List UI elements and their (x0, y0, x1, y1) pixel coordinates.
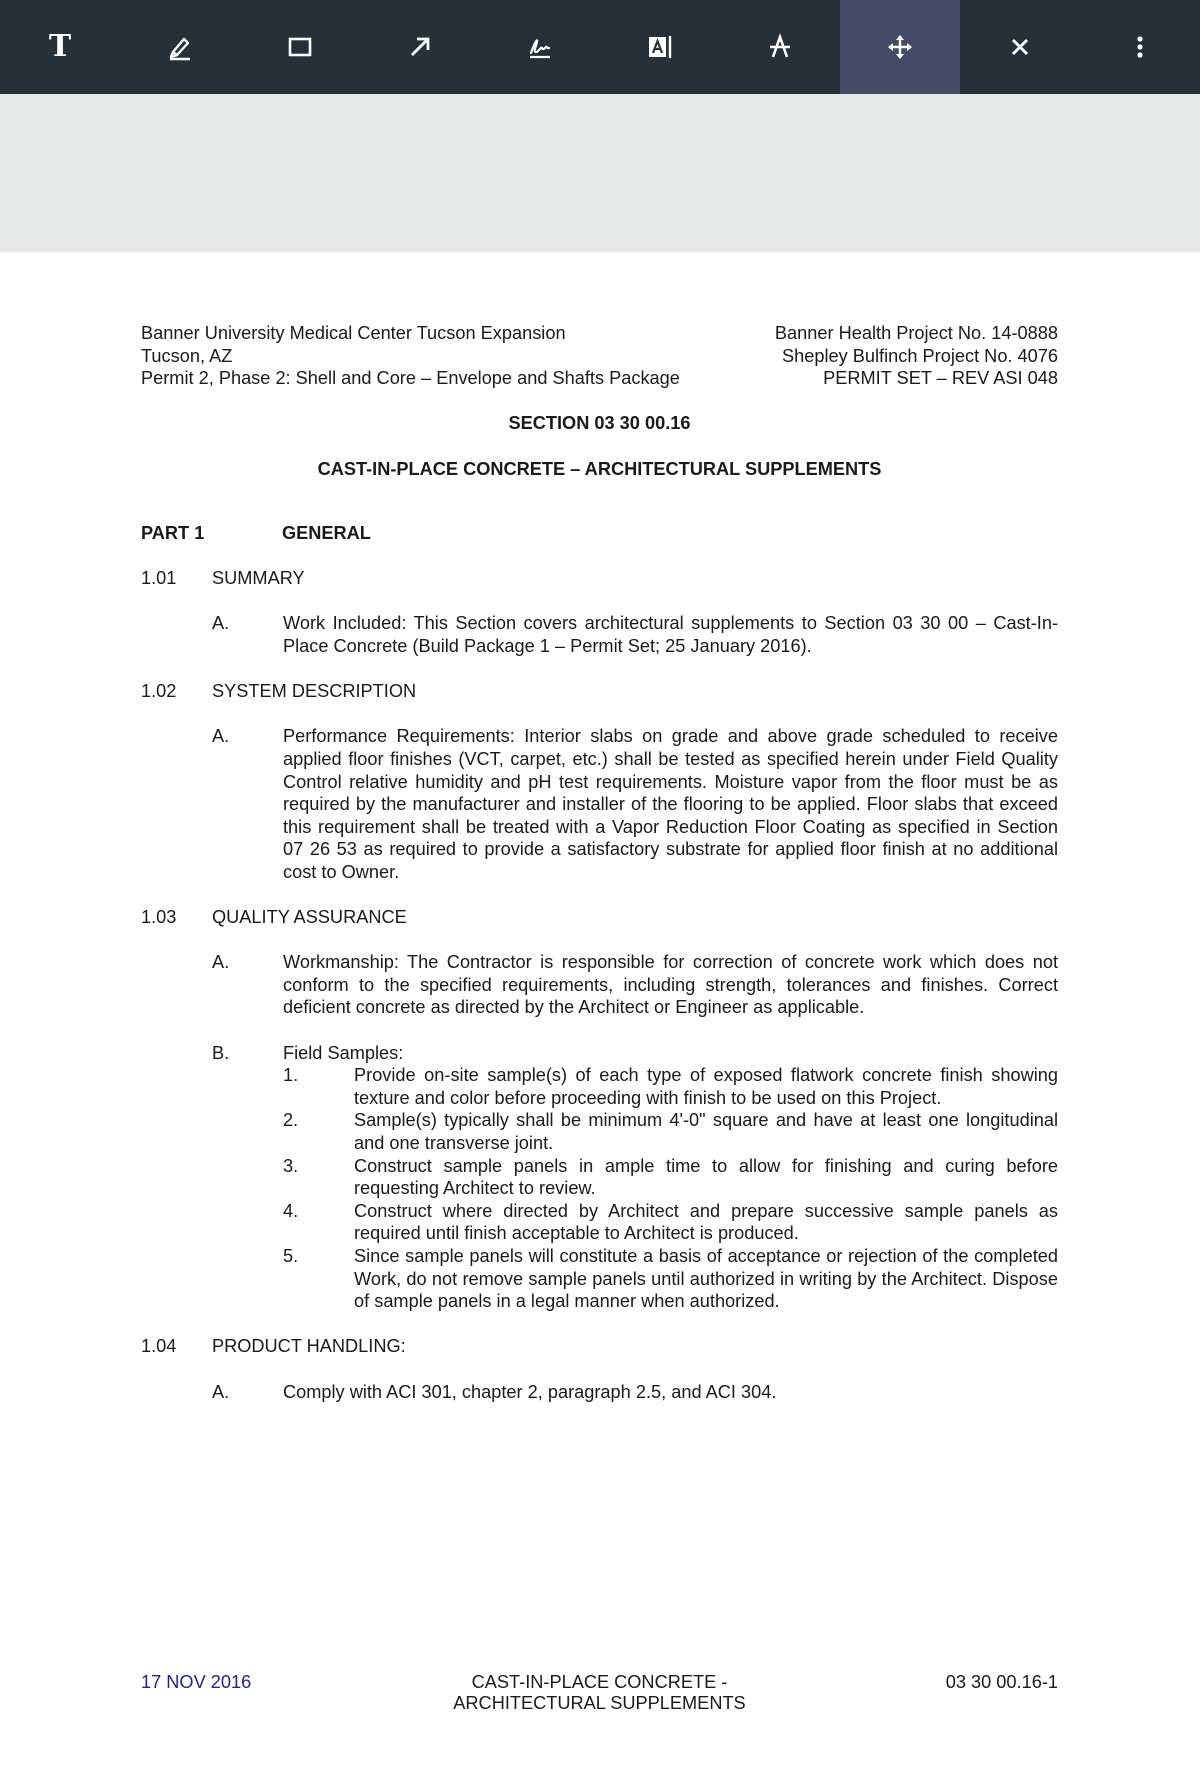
header-shepley-project-no: Shepley Bulfinch Project No. 4076 (781, 345, 1058, 366)
part-title: GENERAL (282, 523, 371, 543)
footer-title-line: CAST-IN-PLACE CONCRETE - (471, 1672, 728, 1692)
list-item (283, 1064, 1058, 1109)
header-package: Permit 2, Phase 2: Shell and Core – Envelope and Shafts Package (141, 368, 680, 389)
list-item-text: Provide on-site sample(s) of each type of exposed flatwork concrete finish showing texture and color before proceeding with finish to be used on this Project. (354, 1065, 1058, 1108)
section-number: SECTION 03 30 00.16 (508, 413, 691, 433)
rectangle-icon (285, 32, 315, 62)
article-title: SUMMARY (212, 568, 305, 589)
text-field-tool-button[interactable] (600, 0, 720, 94)
list-item (283, 1200, 1058, 1245)
signature-icon (525, 32, 555, 62)
list-item-text: Since sample panels will constitute a basis of acceptance or rejection of the completed Work, do not remove sample panels until authorized in writing by the Architect. Dispose of sample panels in a legal manner when authorized. (354, 1246, 1058, 1312)
article-number: 1.03 (141, 907, 177, 928)
document-body (141, 522, 1058, 1403)
header-banner-project-no: Banner Health Project No. 14-0888 (774, 323, 1058, 343)
paragraph (212, 612, 1058, 657)
part-label: PART 1 (141, 523, 205, 543)
paragraph-text: Work Included: This Section covers architectural supplements to Section 03 30 00 – Cast-In-Place Concrete (Build Package 1 – Permit Set; 25 January 2016). (283, 613, 1058, 656)
article-heading (141, 1335, 1058, 1358)
paragraph-body (283, 1042, 1058, 1313)
part-heading (141, 522, 1058, 545)
paragraph (212, 951, 1058, 1019)
paragraph (212, 725, 1058, 883)
arrow-tool-button[interactable] (360, 0, 480, 94)
paragraph-label: B. (212, 1042, 230, 1063)
list-item (283, 1155, 1058, 1200)
header-permit-set: PERMIT SET – REV ASI 048 (823, 368, 1058, 389)
article-heading (141, 906, 1058, 929)
text-icon: T (48, 29, 72, 64)
header-project-name: Banner University Medical Center Tucson Expansion (141, 323, 566, 343)
list-item-text: Sample(s) typically shall be minimum 4'-0" square and have at least one longitudinal and one transverse joint. (354, 1110, 1058, 1154)
close-tool-button[interactable] (960, 0, 1080, 94)
annotation-toolbar (0, 0, 1200, 94)
paragraph-label: A. (212, 726, 230, 747)
article-number: 1.04 (141, 1336, 177, 1357)
move-tool-button[interactable] (840, 0, 960, 94)
article-heading (141, 567, 1058, 590)
more-vertical-icon (1125, 32, 1155, 62)
list-item-text: Construct sample panels in ample time to allow for finishing and curing before requesting Architect to review. (354, 1155, 1058, 1199)
paragraph-text: Comply with ACI 301, chapter 2, paragraph 2.5, and ACI 304. (283, 1381, 777, 1402)
highlighter-tool-button[interactable] (120, 0, 240, 94)
article-heading (141, 680, 1058, 703)
paragraph-label: A. (212, 1381, 230, 1402)
paragraph-text: Workmanship: The Contractor is responsible for correction of concrete work which does not conform to the specified requirements, including strength, tolerances and finishes. Correct deficient concrete as directed by the Architect or Engineer as applicable. (283, 952, 1058, 1018)
document-page (0, 252, 1200, 1791)
close-icon (1005, 32, 1035, 62)
text-tool-button[interactable] (0, 0, 120, 94)
header-location: Tucson, AZ (141, 345, 233, 366)
list-item-label: 3. (283, 1155, 299, 1176)
paragraph (212, 1381, 1058, 1404)
footer-page-number: 03 30 00.16-1 (945, 1672, 1058, 1692)
list-item-label: 5. (283, 1246, 299, 1266)
signature-tool-button[interactable] (480, 0, 600, 94)
list-item-label: 1. (283, 1065, 299, 1086)
header-left (141, 322, 680, 390)
paragraph-label: A. (212, 952, 230, 973)
rectangle-tool-button[interactable] (240, 0, 360, 94)
paragraph-text: Field Samples: (283, 1042, 404, 1063)
article-number: 1.02 (141, 681, 177, 702)
article-title: SYSTEM DESCRIPTION (212, 681, 417, 702)
article-title: QUALITY ASSURANCE (212, 907, 407, 928)
paragraph-text: Performance Requirements: Interior slabs on grade and above grade scheduled to receive applied floor finishes (VCT, carpet, etc.) shall be tested as specified herein under Field Quality Control relative humidity and pH test requirements. Moisture vapor from the floor must be as required by the manufacturer and installer of the flooring to be applied. Floor slabs that exceed this requirement shall be treated with a Vapor Reduction Floor Coating as specified in Section 07 26 53 as required to provide a satisfactory substrate for applied floor finish at no additional cost to Owner. (283, 726, 1058, 882)
list-item-label: 2. (283, 1110, 299, 1131)
footer-date: 17 NOV 2016 (141, 1672, 252, 1692)
paragraph (212, 1042, 1058, 1313)
list-item (283, 1109, 1058, 1154)
footer-section-title (141, 1672, 1058, 1714)
text-field-icon (645, 32, 675, 62)
article-title: PRODUCT HANDLING: (212, 1336, 406, 1357)
strikethrough-icon (765, 32, 795, 62)
more-options-button[interactable] (1080, 0, 1200, 94)
list-item-label: 4. (283, 1200, 299, 1221)
arrow-icon (405, 32, 435, 62)
list-item-text: Construct where directed by Architect and prepare successive sample panels as required until finish acceptable to Architect is produced. (354, 1200, 1058, 1244)
section-title: CAST-IN-PLACE CONCRETE – ARCHITECTURAL SUPPLEMENTS (317, 459, 882, 479)
header-right (775, 322, 1058, 390)
page-gap (0, 94, 1200, 252)
article-number: 1.01 (141, 568, 177, 589)
paragraph-label: A. (212, 613, 230, 634)
highlighter-icon (165, 32, 195, 62)
page-header (141, 322, 1058, 390)
move-icon (885, 32, 915, 62)
strikethrough-tool-button[interactable] (720, 0, 840, 94)
list-item (283, 1245, 1058, 1313)
footer-title-line: ARCHITECTURAL SUPPLEMENTS (453, 1693, 746, 1713)
